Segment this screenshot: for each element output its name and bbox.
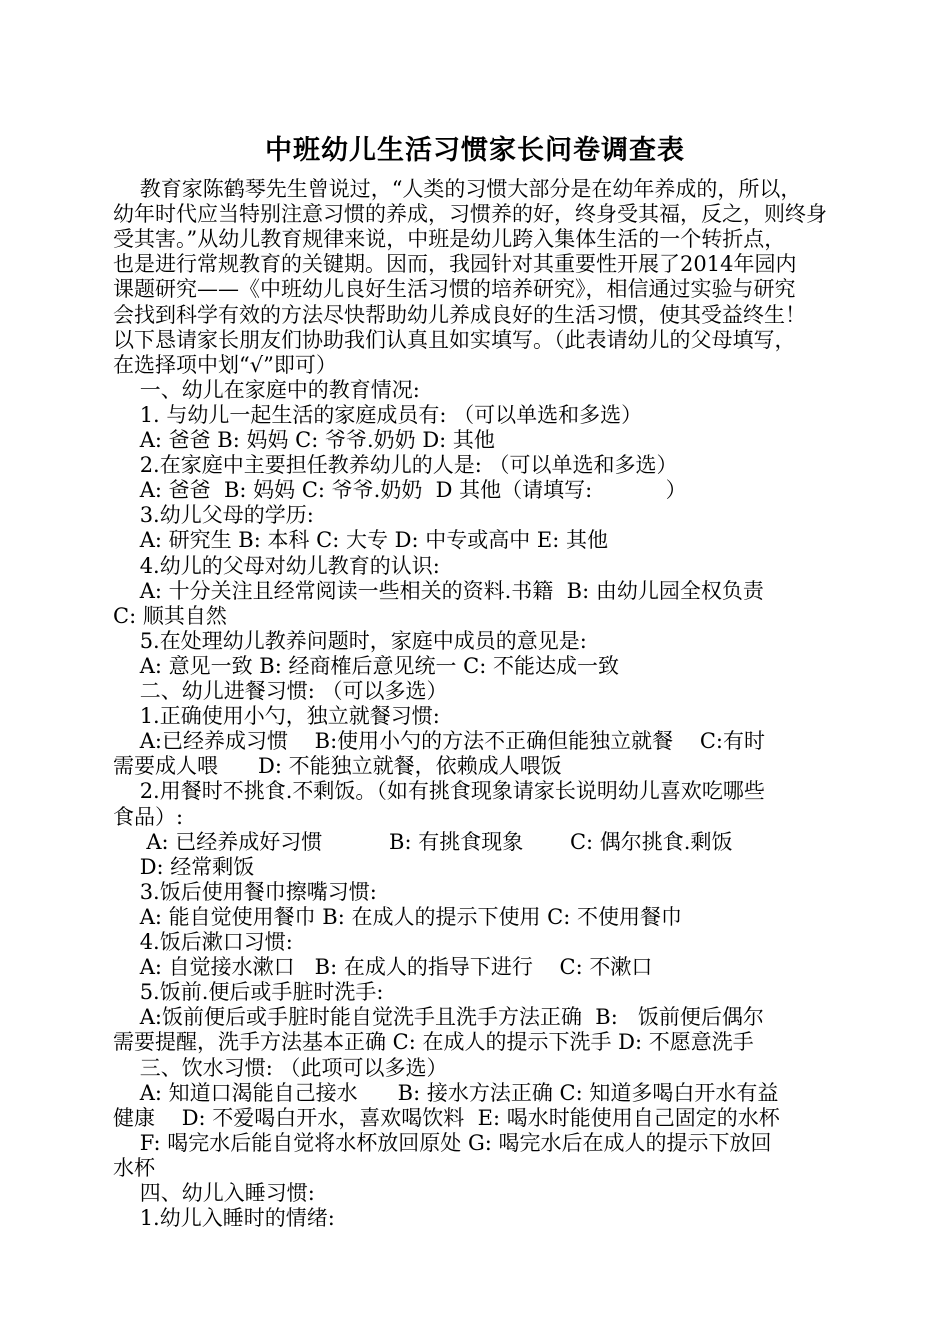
text-line: 四、幼儿入睡习惯: (113, 1181, 315, 1205)
text-line: A: 意见一致 B: 经商榷后意见统一 C: 不能达成一致 (113, 653, 619, 678)
text-line: A: 自觉接水漱口 B: 在成人的指导下进行 C: 不漱口 (113, 955, 653, 980)
text-line: F: 喝完水后能自觉将水杯放回原处 G: 喝完水后在成人的提示下放回 (113, 1130, 772, 1155)
text-line: 三、饮水习惯: （此项可以多选） (113, 1055, 448, 1080)
text-line: A: 爸爸 B: 妈妈 C: 爷爷.奶奶 D 其他（请填写: ） (113, 478, 687, 503)
text-line: A: 能自觉使用餐巾 B: 在成人的提示下使用 C: 不使用餐巾 (113, 904, 682, 929)
text-line: 4.幼儿的父母对幼儿教育的认识: (113, 553, 440, 578)
text-line: A: 十分关注且经常阅读一些相关的资料.书籍 B: 由幼儿园全权负责 (113, 578, 764, 603)
text-line: D: 经常剩饭 (113, 854, 255, 879)
text-line: 受其害。”从幼儿教育规律来说，中班是幼儿跨入集体生活的一个转折点， (113, 227, 786, 252)
text-line: 5.在处理幼儿教养问题时，家庭中成员的意见是: (113, 628, 587, 653)
text-line: 在选择项中划“√”即可） (113, 352, 337, 377)
text-line: 二、幼儿进餐习惯: （可以多选） (113, 679, 448, 703)
text-line: A: 已经养成好习惯 B: 有挑食现象 C: 偶尔挑食.剩饭 (113, 829, 733, 854)
text-line: 课题研究——《中班幼儿良好生活习惯的培养研究》，相信通过实验与研究 (113, 277, 796, 302)
text-line: A: 知道口渴能自己接水 B: 接水方法正确 C: 知道多喝白开水有益 (113, 1080, 779, 1105)
text-line: 以下恳请家长朋友们协助我们认真且如实填写。（此表请幼儿的父母填写， (113, 327, 796, 352)
text-line: C: 顺其自然 (113, 603, 227, 628)
page-title: 中班幼儿生活习惯家长问卷调查表 (265, 135, 685, 166)
text-line: 水杯 (113, 1155, 155, 1180)
text-line: 1. 与幼儿一起生活的家庭成员有: （可以单选和多选） (113, 402, 643, 427)
text-line: 1.幼儿入睡时的情绪: (113, 1206, 335, 1231)
text-line: 3.饭后使用餐巾擦嘴习惯: (113, 879, 377, 904)
text-line: 健康 D: 不爱喝白开水，喜欢喝饮料 E: 喝水时能使用自己固定的水杯 (113, 1105, 780, 1130)
text-line: A:饭前便后或手脏时能自觉洗手且洗手方法正确 B: 饭前便后偶尔 (113, 1005, 764, 1030)
text-line: 需要提醒，洗手方法基本正确 C: 在成人的提示下洗手 D: 不愿意洗手 (113, 1030, 754, 1055)
text-line: 3.幼儿父母的学历: (113, 503, 314, 528)
text-line: 4.饭后漱口习惯: (113, 930, 293, 954)
text-line: 2.在家庭中主要担任教养幼儿的人是: （可以单选和多选） (113, 453, 678, 478)
text-line: 食品）: (113, 804, 184, 829)
text-line: A: 研究生 B: 本科 C: 大专 D: 中专或高中 E: 其他 (113, 528, 608, 553)
text-line: A: 爸爸 B: 妈妈 C: 爷爷.奶奶 D: 其他 (113, 428, 495, 452)
text-line: 1.正确使用小勺，独立就餐习惯: (113, 704, 440, 729)
text-line: 幼年时代应当特别注意习惯的养成，习惯养的好，终身受其福，反之，则终身 (113, 202, 827, 227)
text-line: 也是进行常规教育的关键期。因而，我园针对其重要性开展了2014年园内 (113, 252, 797, 277)
text-line: 会找到科学有效的方法尽快帮助幼儿养成良好的生活习惯，使其受益终生！ (113, 302, 806, 327)
text-line: A:已经养成习惯 B:使用小勺的方法不正确但能独立就餐 C:有时 (113, 729, 765, 754)
text-line: 教育家陈鹤琴先生曾说过，“人类的习惯大部分是在幼年养成的，所以， (113, 177, 802, 201)
text-line: 2.用餐时不挑食.不剩饭。（如有挑食现象请家长说明幼儿喜欢吃哪些 (113, 779, 765, 804)
text-line: 5.饭前.便后或手脏时洗手: (113, 980, 384, 1005)
text-line: 需要成人喂 D: 不能独立就餐，依赖成人喂饭 (113, 754, 562, 779)
text-line: 一、幼儿在家庭中的教育情况: (113, 377, 420, 402)
